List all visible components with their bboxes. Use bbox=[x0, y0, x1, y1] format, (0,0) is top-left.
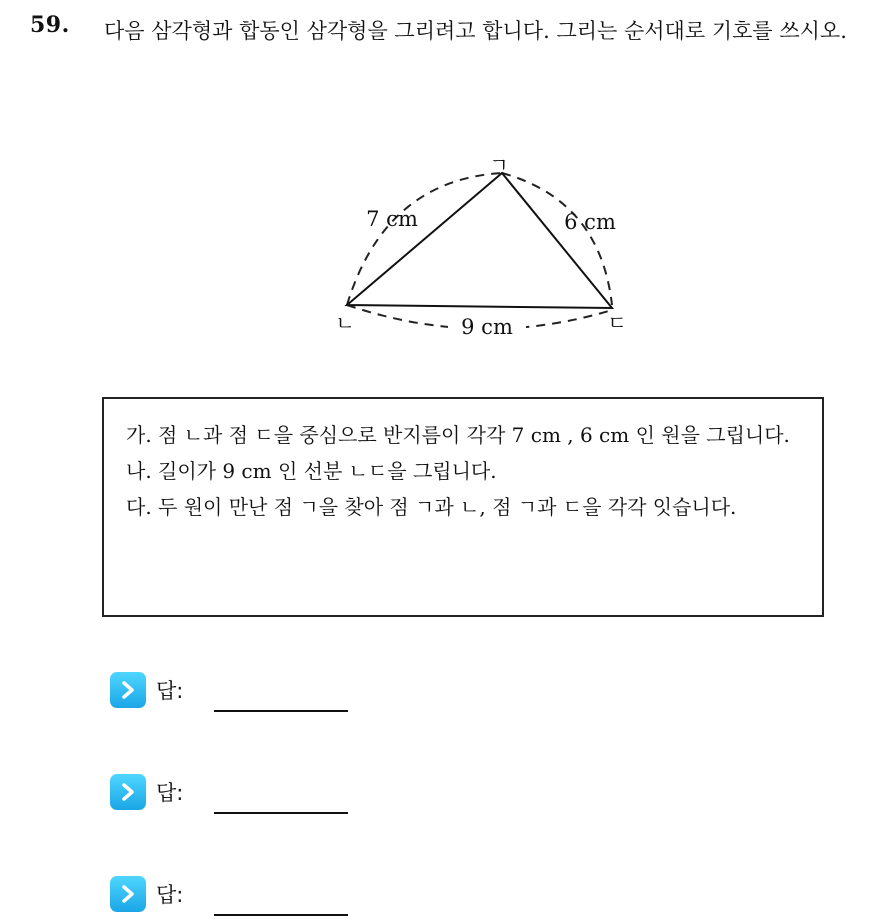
steps-box bbox=[102, 397, 824, 617]
answer-row-1[interactable] bbox=[110, 670, 183, 710]
question-text: 다음 삼각형과 합동인 삼각형을 그리려고 합니다. 그리는 순서대로 기호를 쓰시오. bbox=[104, 19, 847, 43]
step-na: 나. 길이가 9 cm 인 선분 ㄴㄷ을 그립니다. bbox=[126, 459, 497, 483]
side-bottom-label: 9 cm bbox=[461, 315, 513, 339]
step-ga: 가. 점 ㄴ과 점 ㄷ을 중심으로 반지름이 각각 7 cm , 6 cm 인 원을 그립니다. bbox=[126, 423, 790, 447]
side-left-label: 7 cm bbox=[366, 207, 418, 231]
answer-blank[interactable] bbox=[214, 812, 348, 814]
answer-row-2[interactable] bbox=[110, 772, 183, 812]
answer-label: 답: bbox=[156, 679, 184, 703]
vertex-right-label: ㄷ bbox=[607, 311, 627, 335]
vertex-left-label: ㄴ bbox=[335, 311, 355, 335]
chevron-right-icon bbox=[110, 672, 146, 708]
triangle-figure bbox=[0, 0, 884, 400]
vertex-top-label: ㄱ bbox=[489, 153, 509, 177]
answer-blank[interactable] bbox=[214, 710, 348, 712]
triangle bbox=[347, 173, 612, 308]
step-da: 다. 두 원이 만난 점 ㄱ을 찾아 점 ㄱ과 ㄴ, 점 ㄱ과 ㄷ을 각각 잇습니다. bbox=[126, 495, 737, 519]
question-number: 59. bbox=[30, 12, 70, 38]
chevron-right-icon bbox=[110, 774, 146, 810]
side-right-label: 6 cm bbox=[564, 210, 616, 234]
chevron-right-icon bbox=[110, 876, 146, 912]
answer-label: 답: bbox=[156, 781, 184, 805]
answer-label: 답: bbox=[156, 883, 184, 907]
answer-row-3[interactable] bbox=[110, 874, 183, 914]
answer-blank[interactable] bbox=[214, 914, 348, 916]
